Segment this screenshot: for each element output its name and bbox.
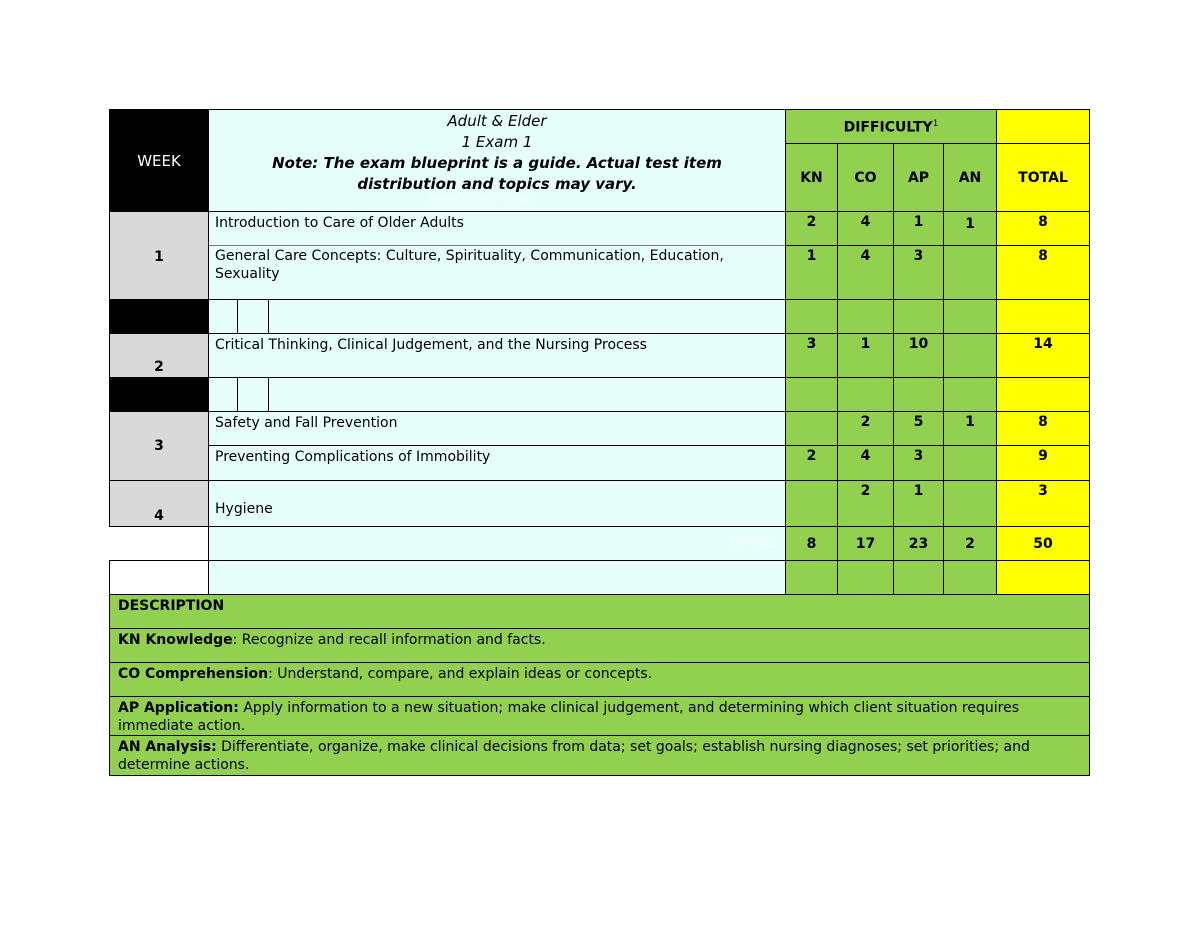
difficulty-footnote: 1 bbox=[932, 119, 939, 129]
ap-cell: 3 bbox=[893, 245, 944, 300]
kn-cell: 3 bbox=[785, 333, 838, 378]
an-term: AN Analysis: bbox=[118, 739, 217, 755]
kn-cell: 1 bbox=[785, 245, 838, 300]
content-topic-label: CONTENT TOPIC bbox=[427, 194, 542, 210]
spacer-ap-cell bbox=[893, 299, 944, 334]
ap-header bbox=[893, 143, 944, 212]
total-header-top bbox=[996, 109, 1090, 144]
spacer-total-cell bbox=[996, 299, 1090, 334]
ap-cell: 3 bbox=[893, 445, 944, 481]
description-ap bbox=[109, 696, 1090, 736]
empty-week-cell bbox=[109, 560, 209, 595]
spacer-kn-cell bbox=[785, 299, 838, 334]
total-an-cell: 2 bbox=[943, 526, 997, 561]
empty-kn-cell bbox=[785, 560, 838, 595]
totals-label: TOTAL bbox=[727, 535, 777, 551]
an-cell bbox=[943, 480, 997, 527]
description-kn bbox=[109, 628, 1090, 663]
spacer-week-cell bbox=[109, 299, 209, 334]
total-cell: 3 bbox=[996, 480, 1090, 527]
kn-cell: 2 bbox=[785, 445, 838, 481]
kn-term: KN Knowledge bbox=[118, 632, 233, 648]
ap-header-label: AP bbox=[907, 170, 930, 186]
total-cell: 8 bbox=[996, 411, 1090, 446]
title-header bbox=[208, 109, 786, 212]
ap-definition: Apply information to a new situation; make clinical judgement, and determining which client situation requires immediate action. bbox=[118, 700, 1019, 734]
total-cell: 8 bbox=[996, 211, 1090, 246]
ap-term: AP Application: bbox=[118, 700, 239, 716]
ap-cell: 10 bbox=[893, 333, 944, 378]
difficulty-label: DIFFICULTY bbox=[843, 119, 933, 136]
co-cell: 4 bbox=[837, 211, 894, 246]
topic-cell: Safety and Fall Prevention bbox=[208, 411, 786, 446]
spacer-week-cell bbox=[109, 377, 209, 412]
total-cell: 9 bbox=[996, 445, 1090, 481]
topic-cell: Critical Thinking, Clinical Judgement, and the Nursing Process bbox=[208, 333, 786, 378]
an-cell: 1 bbox=[943, 211, 997, 246]
spacer-divider bbox=[237, 378, 269, 411]
an-cell bbox=[943, 333, 997, 378]
topic-cell: Preventing Complications of Immobility bbox=[208, 445, 786, 481]
ap-cell: 1 bbox=[893, 480, 944, 527]
total-kn-cell: 8 bbox=[785, 526, 838, 561]
empty-co-cell bbox=[837, 560, 894, 595]
week-cell-1 bbox=[109, 211, 209, 300]
spacer-an-cell bbox=[943, 299, 997, 334]
empty-ap-cell bbox=[893, 560, 944, 595]
co-cell: 1 bbox=[837, 333, 894, 378]
an-cell bbox=[943, 245, 997, 300]
week-header-label: WEEK bbox=[137, 152, 181, 170]
week-header bbox=[109, 109, 209, 212]
week-cell-2 bbox=[109, 333, 209, 378]
ap-cell: 5 bbox=[893, 411, 944, 446]
empty-total-cell bbox=[996, 560, 1090, 595]
week-number: 1 bbox=[154, 249, 164, 265]
spacer-co-cell bbox=[837, 299, 894, 334]
blueprint-note: Note: The exam blueprint is a guide. Actual test item distribution and topics may vary. bbox=[272, 154, 722, 193]
an-header-label: AN bbox=[958, 170, 982, 186]
kn-cell bbox=[785, 480, 838, 527]
ap-cell: 1 bbox=[893, 211, 944, 246]
spacer-kn-cell bbox=[785, 377, 838, 412]
week-cell-4 bbox=[109, 480, 209, 527]
difficulty-header bbox=[785, 109, 997, 144]
co-cell: 2 bbox=[837, 411, 894, 446]
spacer-topic-cell bbox=[208, 377, 786, 412]
topic-cell: Hygiene bbox=[208, 480, 786, 527]
total-ap-cell: 23 bbox=[893, 526, 944, 561]
kn-cell bbox=[785, 411, 838, 446]
spacer-an-cell bbox=[943, 377, 997, 412]
total-header bbox=[996, 143, 1090, 212]
topic-cell: General Care Concepts: Culture, Spirituality, Communication, Education, Sexuality bbox=[208, 245, 786, 300]
total-header-label: TOTAL bbox=[1018, 170, 1068, 186]
an-cell bbox=[943, 445, 997, 481]
spacer-ap-cell bbox=[893, 377, 944, 412]
total-cell: 8 bbox=[996, 245, 1090, 300]
an-header bbox=[943, 143, 997, 212]
spacer-divider bbox=[237, 300, 269, 333]
total-co-cell: 17 bbox=[837, 526, 894, 561]
topic-cell: Introduction to Care of Older Adults bbox=[208, 211, 786, 246]
grand-total-cell: 50 bbox=[996, 526, 1090, 561]
week-cell-3 bbox=[109, 411, 209, 481]
co-header bbox=[837, 143, 894, 212]
description-heading-label: DESCRIPTION bbox=[118, 598, 225, 614]
totals-topic-cell bbox=[208, 526, 786, 561]
kn-header-label: KN bbox=[800, 170, 823, 186]
week-number: 4 bbox=[154, 508, 164, 524]
empty-an-cell bbox=[943, 560, 997, 595]
spacer-total-cell bbox=[996, 377, 1090, 412]
kn-cell: 2 bbox=[785, 211, 838, 246]
co-cell: 4 bbox=[837, 245, 894, 300]
kn-header bbox=[785, 143, 838, 212]
exam-title: Adult & Elder bbox=[447, 112, 547, 130]
description-heading bbox=[109, 594, 1090, 629]
co-header-label: CO bbox=[854, 170, 877, 186]
total-cell: 14 bbox=[996, 333, 1090, 378]
an-cell: 1 bbox=[943, 411, 997, 446]
week-number: 2 bbox=[154, 359, 164, 375]
co-definition: : Understand, compare, and explain ideas or concepts. bbox=[268, 666, 653, 682]
exam-number: 1 Exam 1 bbox=[461, 133, 533, 151]
kn-definition: : Recognize and recall information and facts. bbox=[232, 632, 546, 648]
spacer-co-cell bbox=[837, 377, 894, 412]
description-co bbox=[109, 662, 1090, 697]
spacer-topic-cell bbox=[208, 299, 786, 334]
co-term: CO Comprehension bbox=[118, 666, 269, 682]
co-cell: 2 bbox=[837, 480, 894, 527]
co-cell: 4 bbox=[837, 445, 894, 481]
week-number: 3 bbox=[154, 438, 164, 454]
empty-topic-cell bbox=[208, 560, 786, 595]
an-definition: Differentiate, organize, make clinical decisions from data; set goals; establish nursing diagnoses; set priorities; and determine actions. bbox=[118, 739, 1030, 773]
description-an bbox=[109, 735, 1090, 776]
